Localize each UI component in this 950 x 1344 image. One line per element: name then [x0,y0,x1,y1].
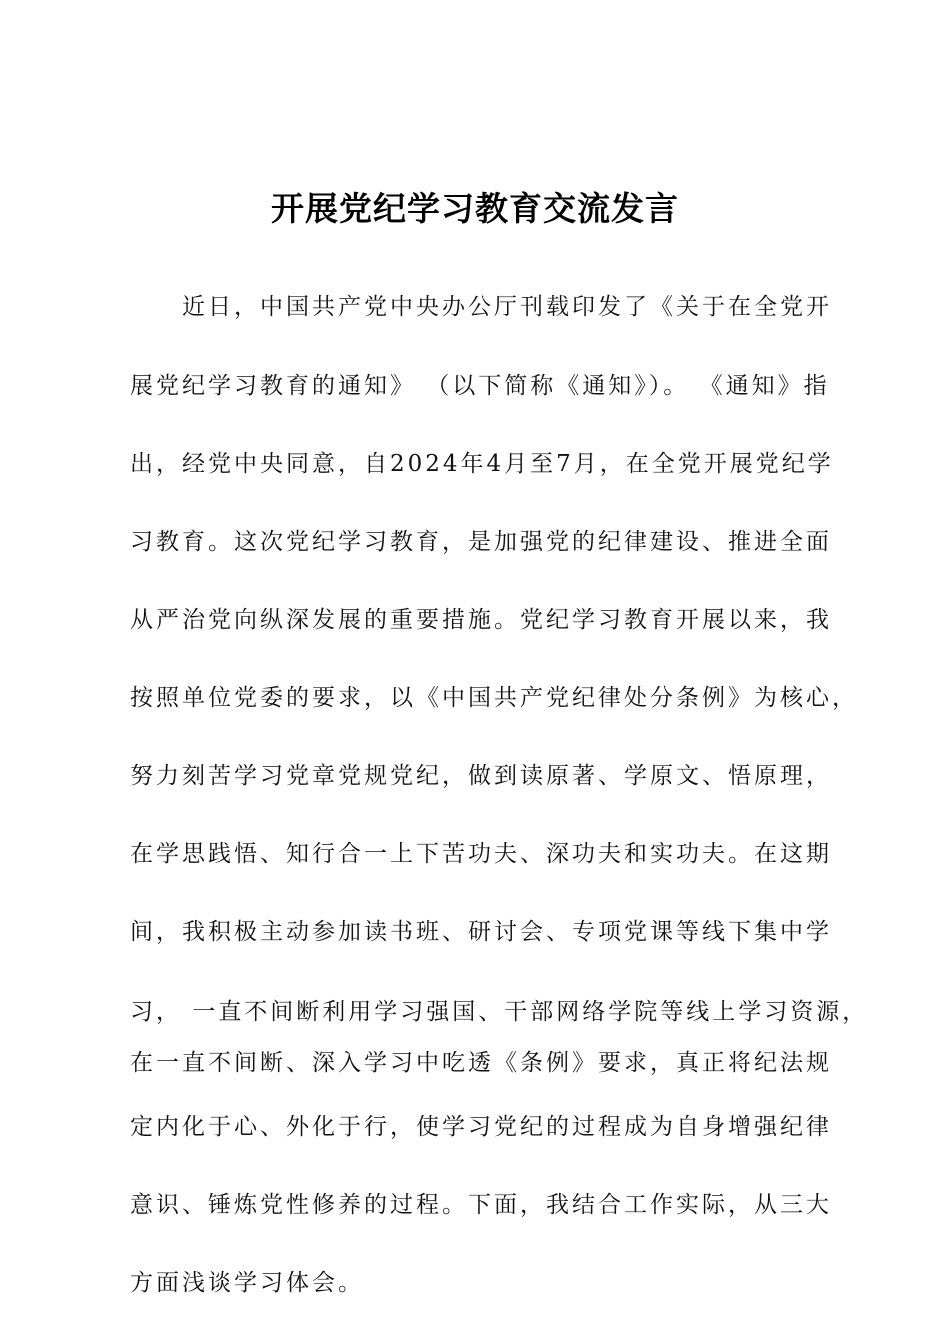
paragraph-line: 从严治党向纵深发展的重要措施。党纪学习教育开展以来，我 [130,607,832,633]
paragraph-line: 按照单位党委的要求，以《中国共产党纪律处分条例》为核心， [130,685,858,711]
paragraph-line: 间，我积极主动参加读书班、研讨会、专项党课等线下集中学 [130,919,832,945]
paragraph-line: 在学思践悟、知行合一上下苦功夫、深功夫和实功夫。在这期 [130,841,832,867]
paragraph-line: 意识、锤炼党性修养的过程。下面，我结合工作实际，从三大 [130,1192,832,1218]
paragraph-line: 近日，中国共产党中央办公厅刊载印发了《关于在全党开 [182,294,832,320]
paragraph-line: 在一直不间断、深入学习中吃透《条例》要求，真正将纪法规 [130,1050,832,1076]
paragraph-line: 出，经党中央同意，自2024年4月至7月，在全党开展党纪学 [130,451,834,477]
paragraph-line: 习教育。这次党纪学习教育，是加强党的纪律建设、推进全面 [130,529,832,555]
paragraph-line: 方面浅谈学习体会。 [130,1270,364,1296]
paragraph-line: 努力刻苦学习党章党规党纪，做到读原著、学原文、悟原理， [130,763,832,789]
paragraph-line: 展党纪学习教育的通知》 （以下简称《通知》）。 《通知》指 [130,373,830,399]
paragraph-line: 习， 一直不间断利用学习强国、干部网络学院等线上学习资源， [130,999,869,1025]
document-title: 开展党纪学习教育交流发言 [271,189,679,228]
paragraph-line: 定内化于心、外化于行，使学习党纪的过程成为自身增强纪律 [130,1114,832,1140]
